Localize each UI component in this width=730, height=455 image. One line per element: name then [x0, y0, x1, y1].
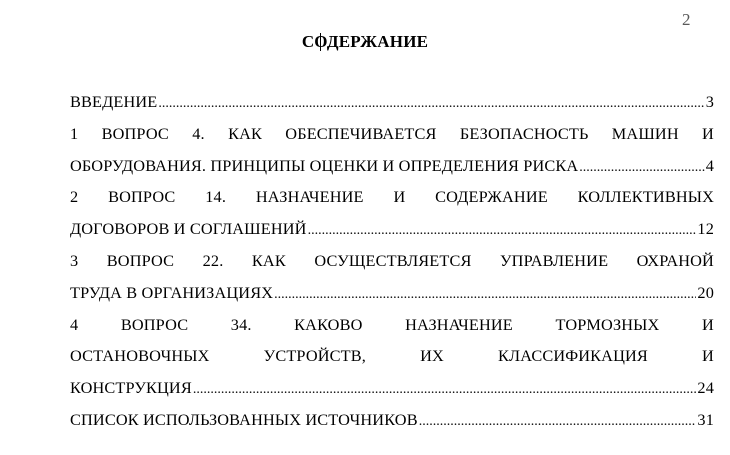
word: И [702, 314, 714, 334]
toc-entry-q2-line1[interactable] [70, 181, 714, 213]
toc-entry-text: ВВЕДЕНИЕ [70, 92, 158, 111]
word: НАЗНАЧЕНИЕ [255, 187, 364, 207]
word: ВОПРОС [106, 250, 175, 270]
word: КАК [228, 123, 262, 143]
toc-entry-q3-line1[interactable] [70, 245, 714, 277]
dot-leader [158, 88, 704, 118]
word: 4. [192, 123, 205, 143]
toc-entry-page: 4 [705, 155, 714, 175]
word: ВОПРОС [101, 123, 169, 143]
toc-entry-text: ТРУДА В ОРГАНИЗАЦИЯХ [70, 282, 274, 302]
word: ОХРАНОЙ [636, 250, 714, 270]
toc-entry-q1-line2[interactable] [70, 150, 714, 182]
word: БЕЗОПАСНОСТЬ [459, 123, 589, 143]
word: 1 [70, 123, 79, 143]
toc-entry-q4-line1[interactable] [70, 309, 714, 341]
word: УСТРОЙСТВ, [263, 346, 366, 366]
dot-leader [579, 152, 704, 182]
toc-entry-text: ДОГОВОРОВ И СОГЛАШЕНИЙ [70, 219, 307, 239]
word: И [702, 123, 714, 143]
word: ОСУЩЕСТВЛЯЕТСЯ [314, 250, 472, 270]
table-of-contents [70, 86, 714, 436]
dot-leader [193, 374, 697, 404]
word: КАКОВО [294, 314, 363, 334]
page-number: 2 [682, 10, 691, 29]
word: 4 [70, 314, 79, 334]
word: КОЛЛЕКТИВНЫХ [577, 187, 714, 207]
word: 2 [70, 187, 79, 207]
word: ВОПРОС [108, 187, 176, 207]
word: ОСТАНОВОЧНЫХ [70, 346, 210, 366]
word: 34. [230, 314, 252, 334]
toc-entry-text: СПИСОК ИСПОЛЬЗОВАННЫХ ИСТОЧНИКОВ [70, 409, 418, 429]
toc-entry-text: КОНСТРУКЦИЯ [70, 378, 192, 398]
word: ВОПРОС [120, 314, 189, 334]
word: СОДЕРЖАНИЕ [435, 187, 548, 207]
dot-leader [308, 215, 697, 245]
word: ТОРМОЗНЫХ [555, 314, 660, 334]
word: 3 [70, 250, 79, 270]
toc-entry-intro[interactable] [70, 86, 714, 118]
toc-entry-page: 24 [697, 378, 714, 398]
toc-entry-q1-line1[interactable] [70, 118, 714, 150]
word: КЛАССИФИКАЦИЯ [498, 346, 648, 366]
toc-entry-q4-line2[interactable] [70, 340, 714, 372]
word: КАК [251, 250, 286, 270]
word: 22. [202, 250, 224, 270]
toc-entry-references[interactable] [70, 404, 714, 436]
toc-entry-page: 31 [697, 409, 714, 429]
dot-leader [419, 406, 697, 436]
word: И [702, 346, 714, 366]
toc-entry-text: ОБОРУДОВАНИЯ. ПРИНЦИПЫ ОЦЕНКИ И ОПРЕДЕЛЕНИЯ РИСКА [70, 155, 579, 175]
toc-entry-page: 20 [697, 282, 714, 302]
word: И [393, 187, 406, 207]
word: УПРАВЛЕНИЕ [499, 250, 609, 270]
word: ОБЕСПЕЧИВАЕТСЯ [285, 123, 437, 143]
word: 14. [205, 187, 227, 207]
dot-leader [274, 279, 696, 309]
word: МАШИН [611, 123, 679, 143]
toc-entry-q2-line2[interactable] [70, 213, 714, 245]
word: НАЗНАЧЕНИЕ [405, 314, 513, 334]
toc-entry-page: 12 [697, 219, 714, 239]
toc-entry-page: 3 [705, 92, 714, 111]
toc-heading: СОДЕРЖАНИЕ [301, 32, 429, 51]
toc-entry-q3-line2[interactable] [70, 277, 714, 309]
toc-entry-q4-line3[interactable] [70, 372, 714, 404]
word: ИХ [420, 346, 444, 366]
